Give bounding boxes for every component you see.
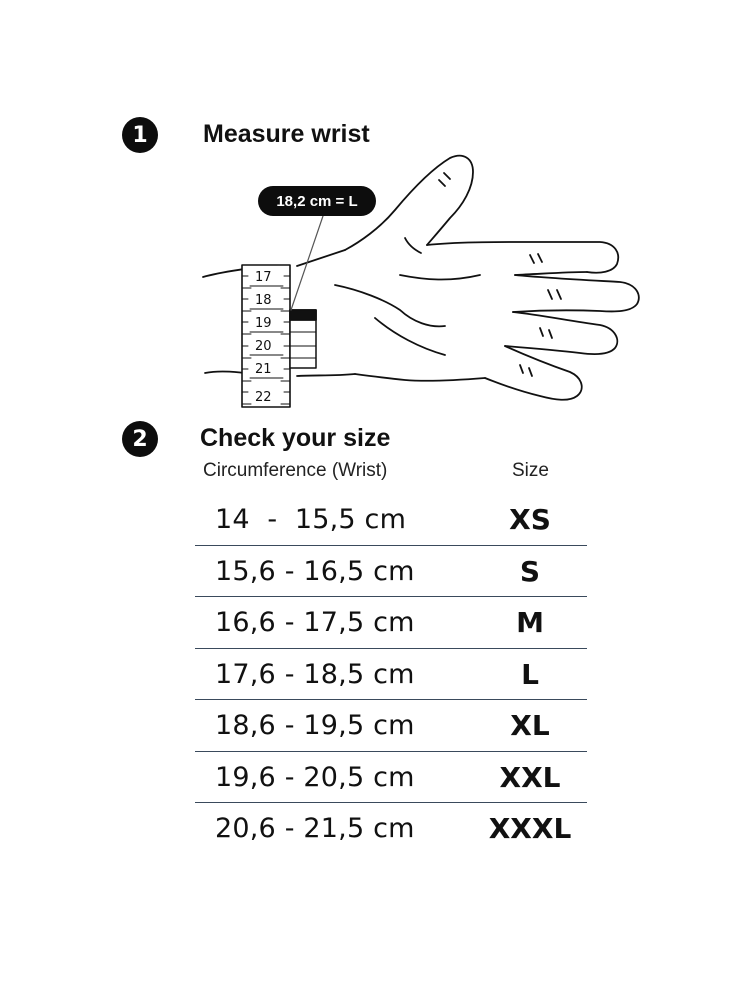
table-row [195, 649, 587, 701]
circumference-cell: 18,6 - 19,5 cm [215, 710, 415, 741]
tape-tick-22: 22 [255, 390, 272, 405]
table-row [195, 494, 587, 546]
tape-tick-19: 19 [255, 316, 272, 331]
circumference-cell: 14 - 15,5 cm [215, 504, 407, 535]
step-2-number-icon: 2 [122, 421, 158, 457]
step-2-title: Check your size [200, 424, 391, 452]
step-1-title: Measure wrist [203, 120, 370, 148]
circumference-column-header: Circumference (Wrist) [203, 460, 388, 481]
circumference-cell: 19,6 - 20,5 cm [215, 761, 415, 793]
table-row [195, 546, 587, 598]
size-chart-table [195, 494, 587, 855]
size-cell: M [516, 606, 544, 639]
circumference-cell: 15,6 - 16,5 cm [215, 555, 415, 587]
step-1-number-icon: 1 [122, 117, 158, 153]
tape-tick-21: 21 [255, 362, 272, 377]
size-cell: XXL [499, 760, 561, 794]
measuring-tape [242, 265, 290, 407]
tape-tick-17: 17 [255, 270, 272, 285]
tape-tick-20: 20 [255, 339, 272, 354]
size-column-header: Size [512, 460, 549, 481]
table-row [195, 597, 587, 649]
table-row [195, 700, 587, 752]
size-cell: S [519, 554, 541, 588]
circumference-cell: 20,6 - 21,5 cm [215, 813, 415, 844]
size-cell: XS [509, 503, 551, 536]
circumference-cell: 16,6 - 17,5 cm [215, 607, 415, 638]
table-row [195, 752, 587, 804]
measurement-callout: 18,2 cm = L [258, 186, 376, 216]
size-cell: XXXL [488, 812, 572, 845]
size-cell: XL [510, 709, 550, 742]
table-row [195, 803, 587, 855]
tape-tick-18: 18 [255, 293, 272, 308]
circumference-cell: 17,6 - 18,5 cm [215, 658, 415, 690]
size-cell: L [521, 657, 539, 691]
